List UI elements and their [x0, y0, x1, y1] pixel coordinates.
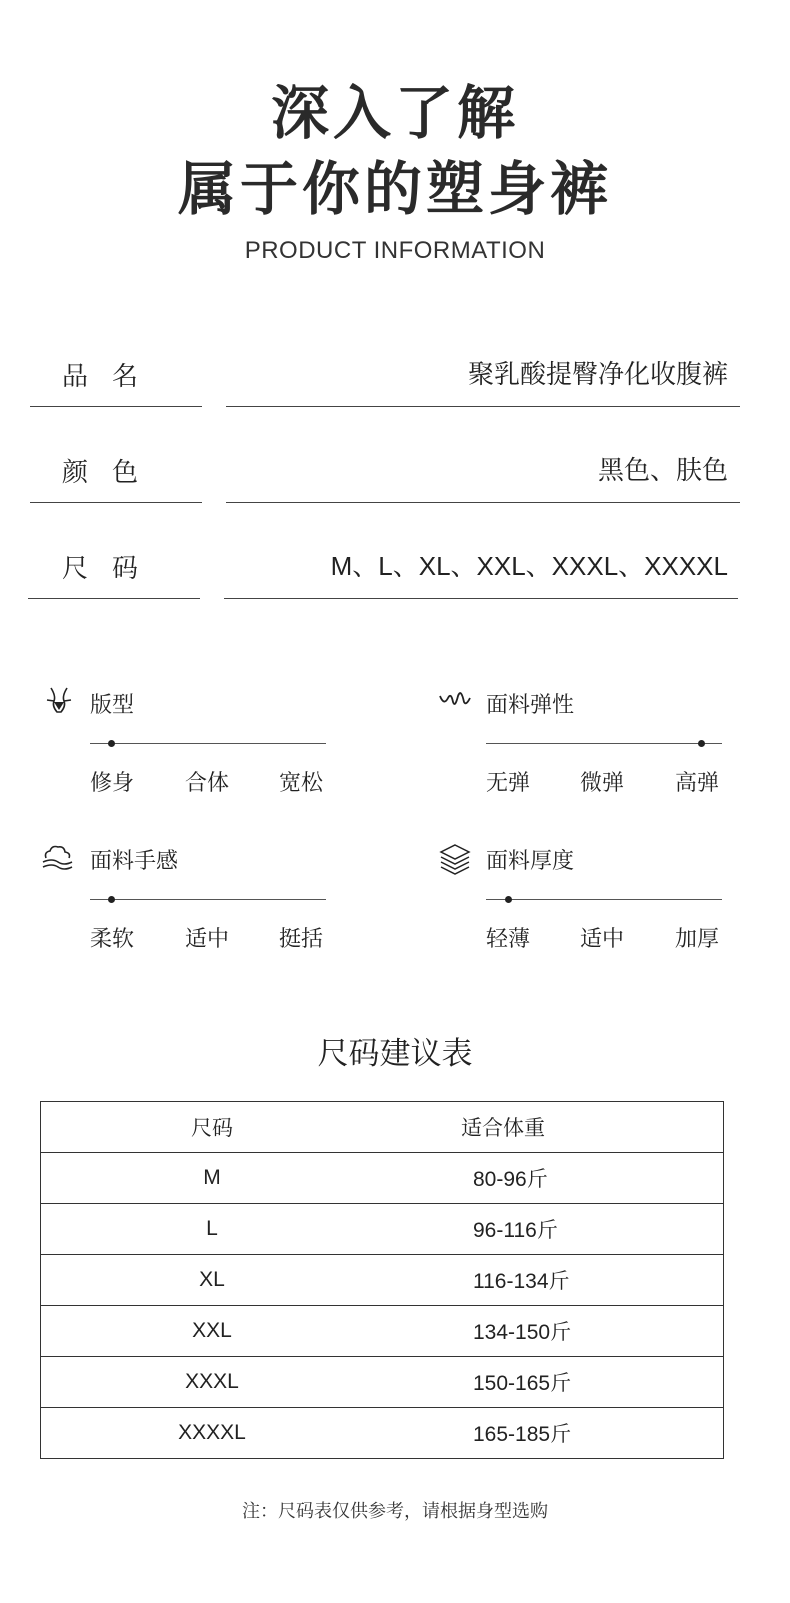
divider [30, 502, 202, 503]
scale-option: 适中 [185, 927, 230, 952]
scale-marker [505, 896, 512, 903]
layers-icon [438, 842, 472, 876]
attribute-title: 面料手感 [90, 849, 179, 874]
info-value-color: 黑色、肤色 [597, 455, 728, 485]
divider [28, 598, 200, 599]
column-header-size: 尺码 [41, 1102, 384, 1153]
table-row [41, 1408, 724, 1459]
table-row [41, 1204, 724, 1255]
size-cell: XL [41, 1255, 384, 1306]
scale-option: 宽松 [279, 771, 324, 796]
size-cell: L [41, 1204, 384, 1255]
scale-option: 挺括 [279, 927, 324, 952]
info-value-name: 聚乳酸提臀净化收腹裤 [467, 359, 728, 389]
info-label-size: 尺码 [62, 554, 163, 584]
scale-option: 柔软 [90, 927, 135, 952]
scale-option: 修身 [90, 771, 135, 796]
attribute-title: 版型 [90, 693, 135, 718]
scale-option: 无弹 [486, 771, 531, 796]
weight-cell: 96-116斤 [383, 1204, 724, 1255]
size-cell: XXXXL [41, 1408, 384, 1459]
scale-option: 合体 [185, 771, 230, 796]
scale-track [486, 899, 722, 900]
subtitle: PRODUCT INFORMATION [244, 237, 546, 264]
weight-cell: 116-134斤 [383, 1255, 724, 1306]
stretch-wave-icon [438, 684, 472, 718]
divider [30, 406, 202, 407]
scale-track [90, 743, 326, 744]
divider [226, 502, 740, 503]
info-label-name: 品名 [62, 362, 163, 392]
weight-cell: 150-165斤 [383, 1357, 724, 1408]
info-value-size: M、L、XL、XXL、XXXL、XXXXL [330, 551, 728, 581]
title-line-2: 属于你的塑身裤 [177, 155, 612, 223]
size-cell: XXL [41, 1306, 384, 1357]
scale-track [90, 899, 326, 900]
weight-cell: 80-96斤 [383, 1153, 724, 1204]
cloud-hand-icon [40, 840, 74, 874]
size-cell: M [41, 1153, 384, 1204]
attribute-title: 面料厚度 [486, 849, 575, 874]
scale-track [486, 743, 722, 744]
table-row [41, 1357, 724, 1408]
scale-option: 轻薄 [486, 927, 531, 952]
table-row [41, 1153, 724, 1204]
table-row [41, 1306, 724, 1357]
table-header-row [41, 1102, 724, 1153]
scale-option: 适中 [580, 927, 625, 952]
scale-option: 加厚 [675, 927, 720, 952]
weight-cell: 134-150斤 [383, 1306, 724, 1357]
info-label-color: 颜色 [62, 458, 163, 488]
scale-option: 高弹 [675, 771, 720, 796]
divider [224, 598, 738, 599]
size-note: 注：尺码表仅供参考，请根据身型选购 [242, 1501, 548, 1522]
scale-option: 微弹 [580, 771, 625, 796]
weight-cell: 165-185斤 [383, 1408, 724, 1459]
size-cell: XXXL [41, 1357, 384, 1408]
silhouette-icon [42, 684, 76, 718]
divider [226, 406, 740, 407]
scale-marker [108, 740, 115, 747]
column-header-weight: 适合体重 [383, 1102, 724, 1153]
scale-marker [698, 740, 705, 747]
title-line-1: 深入了解 [270, 79, 519, 147]
table-row [41, 1255, 724, 1306]
attribute-title: 面料弹性 [486, 693, 575, 718]
scale-marker [108, 896, 115, 903]
size-table-title: 尺码建议表 [317, 1036, 473, 1072]
size-table [40, 1101, 724, 1459]
